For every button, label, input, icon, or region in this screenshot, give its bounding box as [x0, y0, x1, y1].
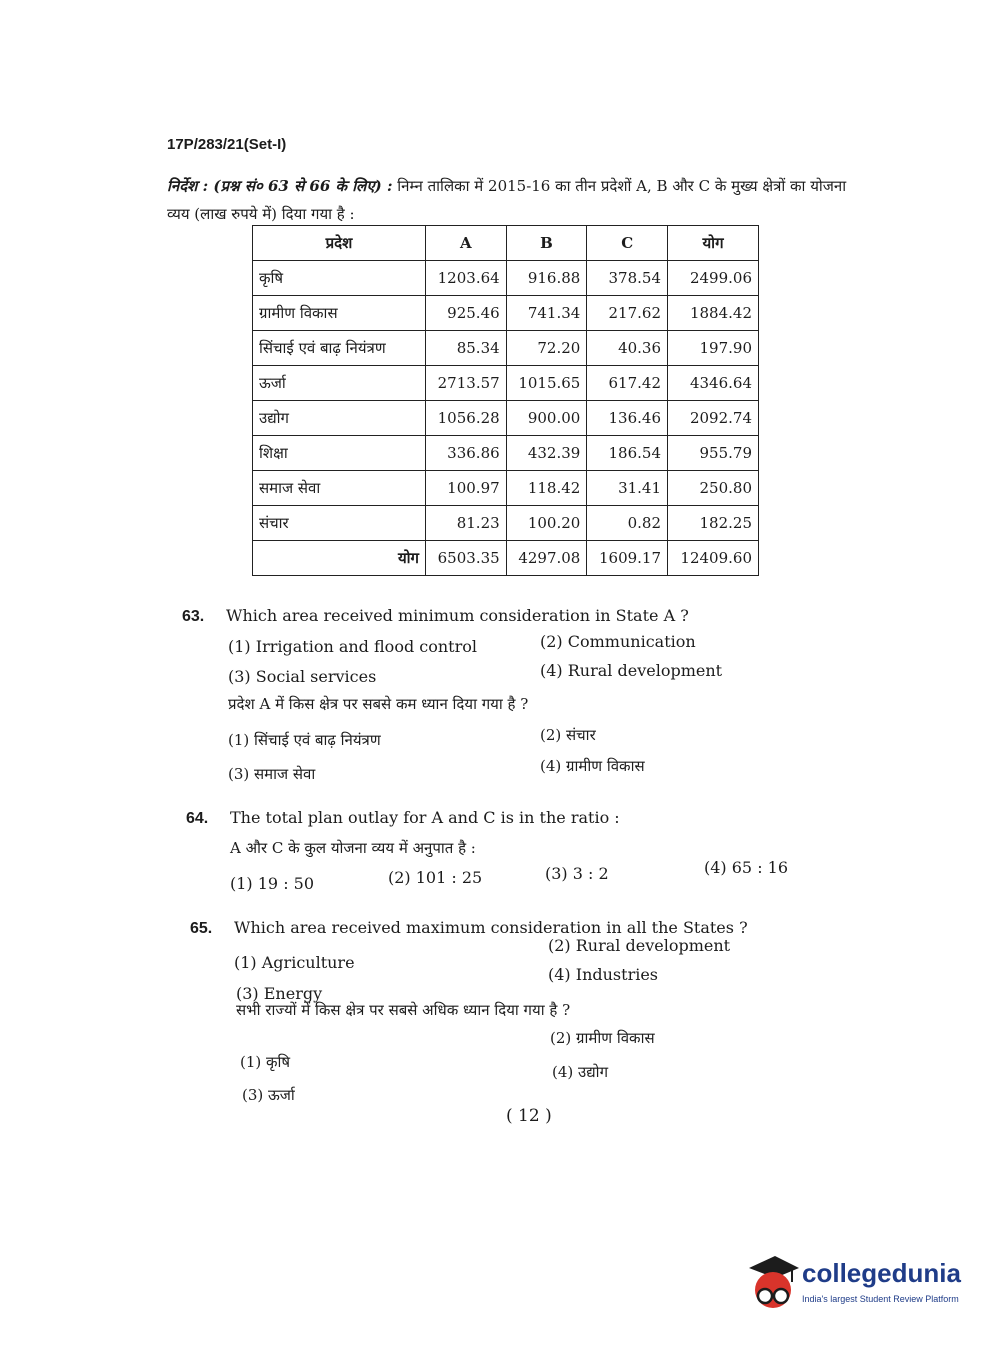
option[interactable]: (3) Energy [236, 984, 323, 1003]
question-64 [186, 808, 786, 828]
cell-value: 2092.74 [668, 401, 759, 436]
option[interactable]: (4) 65 : 16 [704, 858, 789, 877]
question-number: 65. [190, 920, 213, 937]
row-label: संचार [253, 506, 426, 541]
table-row [253, 366, 759, 401]
row-label: कृषि [253, 261, 426, 296]
option[interactable]: (1) 19 : 50 [230, 874, 315, 893]
question-hindi-text: प्रदेश A में किस क्षेत्र पर सबसे कम ध्यान दिया गया है ? [228, 695, 529, 713]
row-label: उद्योग [253, 401, 426, 436]
paper-code: 17P/283/21(Set-I) [167, 136, 287, 153]
cell-value: 100.97 [426, 471, 507, 506]
directive [167, 172, 847, 228]
table-row [253, 296, 759, 331]
option-hindi[interactable]: (2) ग्रामीण विकास [550, 1029, 655, 1047]
option[interactable]: (1) Agriculture [234, 953, 355, 972]
option-hindi[interactable]: (2) संचार [540, 726, 596, 744]
question-text: Which area received maximum consideration in all the States ? [234, 918, 748, 937]
brand-name: collegedunia [802, 1258, 961, 1288]
table-header: योग [668, 226, 759, 261]
option[interactable]: (1) Irrigation and flood control [228, 637, 477, 656]
cell-value: 336.86 [426, 436, 507, 471]
cell-value: 432.39 [506, 436, 587, 471]
cell-value: 4346.64 [668, 366, 759, 401]
cell-value: 916.88 [506, 261, 587, 296]
graduate-mascot-icon [745, 1252, 801, 1312]
cell-value: 72.20 [506, 331, 587, 366]
table-header: A [426, 226, 507, 261]
directive-lead: निर्देश : (प्रश्न सं० 63 से 66 के लिए) : [167, 177, 393, 195]
option-hindi[interactable]: (1) कृषि [240, 1053, 291, 1071]
option[interactable]: (2) Communication [540, 632, 696, 651]
question-number: 63. [182, 608, 205, 625]
table-header: C [587, 226, 668, 261]
cell-value: 40.36 [587, 331, 668, 366]
question-number: 64. [186, 810, 209, 827]
total-label: योग [253, 541, 426, 576]
option-hindi[interactable]: (4) ग्रामीण विकास [540, 757, 645, 775]
cell-value: 1884.42 [668, 296, 759, 331]
cell-value: 741.34 [506, 296, 587, 331]
cell-value: 182.25 [668, 506, 759, 541]
table-row [253, 331, 759, 366]
option[interactable]: (2) Rural development [548, 936, 731, 955]
table-row [253, 506, 759, 541]
cell-value: 955.79 [668, 436, 759, 471]
total-value: 6503.35 [426, 541, 507, 576]
cell-value: 81.23 [426, 506, 507, 541]
cell-value: 2499.06 [668, 261, 759, 296]
cell-value: 217.62 [587, 296, 668, 331]
table-total-row [253, 541, 759, 576]
cell-value: 118.42 [506, 471, 587, 506]
table-row [253, 261, 759, 296]
cell-value: 31.41 [587, 471, 668, 506]
question-text: Which area received minimum consideration in State A ? [226, 606, 689, 625]
option-hindi[interactable]: (1) सिंचाई एवं बाढ़ नियंत्रण [228, 731, 381, 749]
directive-text: निम्न तालिका में 2015-16 का तीन प्रदेशों A, B और C के मुख्य क्षेत्रों का योजना व्यय (लाख रुपये में) दिया गया है : [167, 177, 847, 223]
cell-value: 900.00 [506, 401, 587, 436]
question-63 [182, 606, 782, 626]
option-hindi[interactable]: (3) समाज सेवा [228, 765, 316, 783]
brand-tagline: India's largest Student Review Platform [802, 1294, 959, 1304]
cell-value: 85.34 [426, 331, 507, 366]
option[interactable]: (3) Social services [228, 667, 377, 686]
row-label: सिंचाई एवं बाढ़ नियंत्रण [253, 331, 426, 366]
option[interactable]: (4) Industries [548, 965, 659, 984]
question-65 [190, 918, 790, 938]
cell-value: 2713.57 [426, 366, 507, 401]
cell-value: 617.42 [587, 366, 668, 401]
total-value: 12409.60 [668, 541, 759, 576]
option[interactable]: (3) 3 : 2 [545, 864, 609, 883]
cell-value: 136.46 [587, 401, 668, 436]
table-header-row [253, 226, 759, 261]
total-value: 4297.08 [506, 541, 587, 576]
question-text: The total plan outlay for A and C is in the ratio : [230, 808, 620, 827]
cell-value: 0.82 [587, 506, 668, 541]
table-header: B [506, 226, 587, 261]
row-label: ऊर्जा [253, 366, 426, 401]
option-hindi[interactable]: (4) उद्योग [552, 1063, 609, 1081]
cell-value: 250.80 [668, 471, 759, 506]
question-hindi-text: A और C के कुल योजना व्यय में अनुपात है : [230, 839, 476, 857]
row-label: समाज सेवा [253, 471, 426, 506]
cell-value: 1203.64 [426, 261, 507, 296]
row-label: ग्रामीण विकास [253, 296, 426, 331]
cell-value: 925.46 [426, 296, 507, 331]
option[interactable]: (4) Rural development [540, 661, 723, 680]
table-row [253, 436, 759, 471]
option-hindi[interactable]: (3) ऊर्जा [242, 1086, 295, 1104]
collegedunia-watermark [745, 1252, 970, 1312]
cell-value: 186.54 [587, 436, 668, 471]
table-row [253, 401, 759, 436]
cell-value: 197.90 [668, 331, 759, 366]
total-value: 1609.17 [587, 541, 668, 576]
table-header: प्रदेश [253, 226, 426, 261]
row-label: शिक्षा [253, 436, 426, 471]
question-hindi-text: सभी राज्यों में किस क्षेत्र पर सबसे अधिक ध्यान दिया गया है ? [236, 1001, 571, 1019]
cell-value: 378.54 [587, 261, 668, 296]
option[interactable]: (2) 101 : 25 [388, 868, 483, 887]
cell-value: 100.20 [506, 506, 587, 541]
cell-value: 1056.28 [426, 401, 507, 436]
cell-value: 1015.65 [506, 366, 587, 401]
plan-outlay-table [252, 225, 759, 576]
page-number: ( 12 ) [506, 1106, 552, 1126]
table-row [253, 471, 759, 506]
